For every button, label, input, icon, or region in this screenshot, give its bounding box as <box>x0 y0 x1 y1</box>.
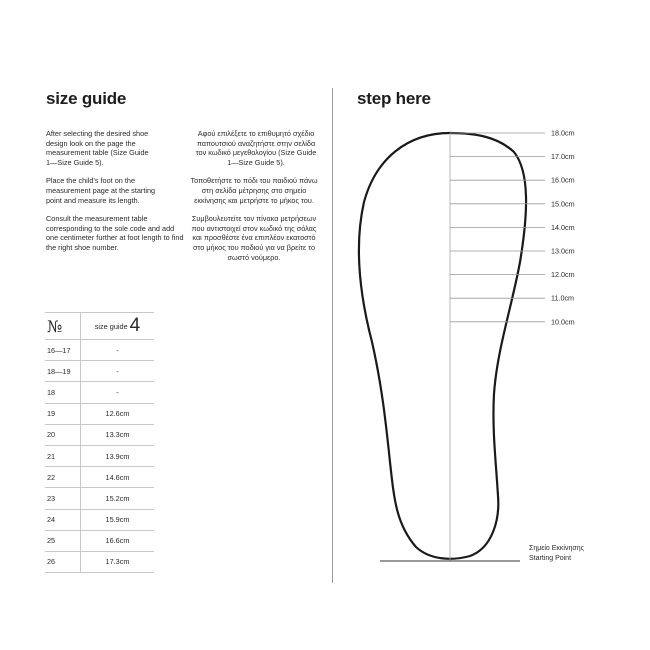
ruler-tick-label: 12.0cm <box>551 270 575 280</box>
instruction-gr-1: Αφού επιλέξετε το επιθυμητό σχέδιο παπουτσιού αναζητήστε στην σελίδα τον κωδικό μεγεθολογίου (Size Guide 1—Size Guide 5). <box>195 129 317 167</box>
starting-point-label-en: Starting Point <box>529 555 572 562</box>
length-cell: 13.9cm <box>81 445 155 466</box>
size-guide-number: 4 <box>129 315 141 336</box>
size-cell: 26 <box>45 551 81 572</box>
ruler-tick-label: 16.0cm <box>551 175 575 185</box>
foot-outline <box>359 133 526 559</box>
size-cell: 18 <box>45 382 81 403</box>
instruction-en-1: After selecting the desired shoe design look on the page the measurement table (Size Guide 1—Size Guide 5). <box>46 129 149 167</box>
size-guide-title: size guide <box>46 89 127 108</box>
starting-point-label-gr: Σημείο Εκκίνησης <box>529 545 584 552</box>
size-cell: 21 <box>45 445 81 466</box>
length-cell: 15.2cm <box>81 488 155 509</box>
ruler-tick-label: 14.0cm <box>551 222 575 232</box>
length-cell: - <box>81 382 155 403</box>
length-cell: 16.6cm <box>81 530 155 551</box>
numero-symbol-text: № <box>47 316 63 336</box>
length-cell: 12.6cm <box>81 403 155 424</box>
instruction-en-2: Place the child's foot on the measurement page at the starting point and measure its length. <box>46 176 156 205</box>
ruler-tick-label: 18.0cm <box>551 128 575 138</box>
size-guide-label: size guide <box>94 322 128 331</box>
size-cell: 23 <box>45 488 81 509</box>
starting-point-label <box>529 544 584 564</box>
size-cell: 25 <box>45 530 81 551</box>
length-cell: - <box>81 340 155 361</box>
instruction-en-3: Consult the measurement table corresponding to the sole code and add one centimeter further at foot length to find the right shoe number. <box>46 214 184 252</box>
instruction-gr-3: Συμβουλευτείτε τον πίνακα μετρήσεων που αντιστοιχεί στον κωδικό της σόλας και προσθέστε ένα επιπλέον εκατοστό στο μήκος του ποδιού για να βρείτε το σωστό νούμερο. <box>191 214 317 262</box>
step-here-title: step here <box>357 89 431 108</box>
size-cell: 22 <box>45 467 81 488</box>
size-cell: 20 <box>45 424 81 445</box>
size-cell: 18—19 <box>45 361 81 382</box>
ruler-tick-label: 13.0cm <box>551 246 575 256</box>
size-cell: 19 <box>45 403 81 424</box>
size-cell: 24 <box>45 509 81 530</box>
length-cell: 17.3cm <box>81 551 155 572</box>
length-cell: - <box>81 361 155 382</box>
ruler-tick-label: 11.0cm <box>551 293 575 303</box>
ruler-tick-label: 17.0cm <box>551 152 575 162</box>
instruction-gr-2: Τοποθετήστε το πόδι του παιδιού πάνω στη σελίδα μέτρησης στο σημείο εκκίνησης και μετρήστε το μήκος του. <box>190 176 318 205</box>
length-cell: 15.9cm <box>81 509 155 530</box>
size-cell: 16—17 <box>45 340 81 361</box>
length-cell: 14.6cm <box>81 467 155 488</box>
ruler-tick-label: 10.0cm <box>551 317 575 327</box>
ruler-tick-label: 15.0cm <box>551 199 575 209</box>
length-cell: 13.3cm <box>81 424 155 445</box>
